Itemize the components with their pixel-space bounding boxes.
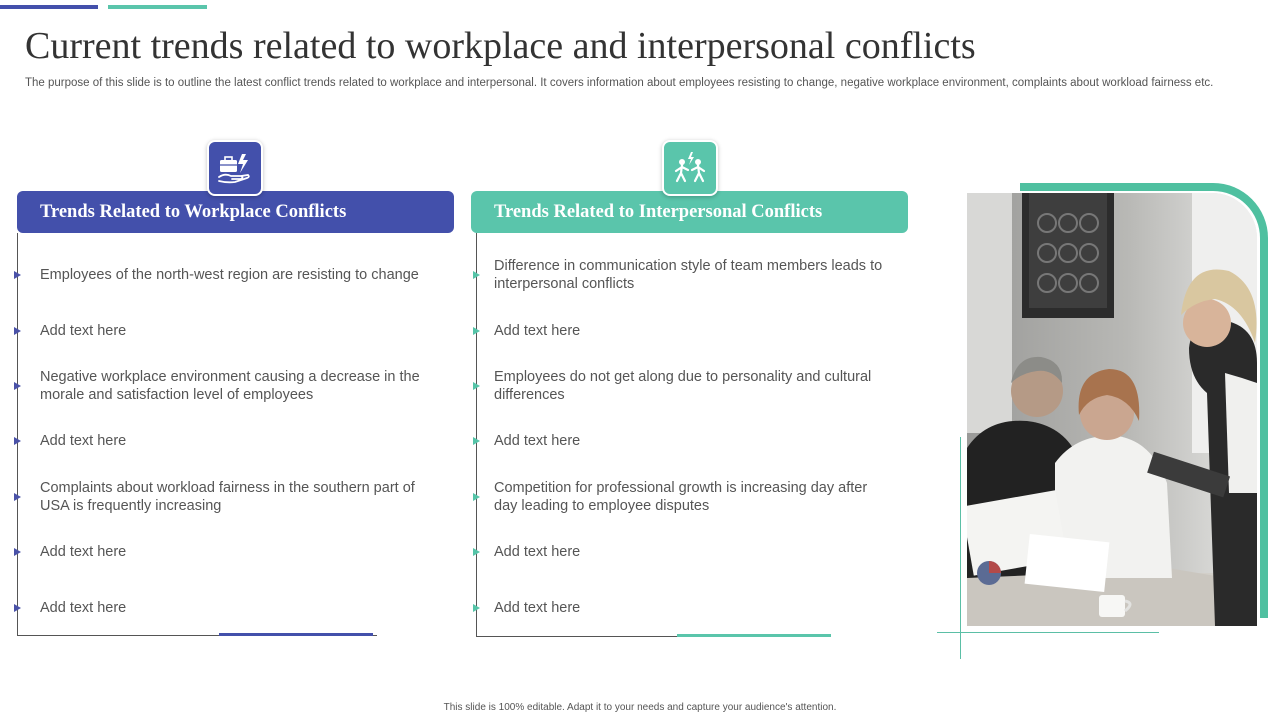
list-item-text: Add text here (40, 323, 127, 339)
list-item-text: Add text here (494, 600, 581, 616)
decorative-line-horizontal (937, 632, 1159, 633)
bullet-arrow-icon (473, 548, 480, 556)
list-item-text: Difference in communication style of team members leads to interpersonal conflicts (494, 258, 883, 292)
page-title: Current trends related to workplace and interpersonal conflicts (25, 25, 976, 67)
page-subtitle: The purpose of this slide is to outline the latest conflict trends related to workplace and interpersonal. It covers information about employees resisting to change, negative workplace environment, complaints about workload fairness etc. (25, 77, 1214, 89)
workplace-bottom-accent (219, 633, 373, 636)
interpersonal-conflicts-column (471, 140, 911, 640)
list-item-text: Competition for professional growth is increasing day after day leading to employee disputes (494, 480, 868, 514)
list-item-text: Add text here (40, 600, 127, 616)
business-meeting-photo (967, 193, 1257, 626)
list-item-text: Add text here (40, 544, 127, 560)
list-item-text: Negative workplace environment causing a decrease in the morale and satisfaction level of employees (40, 369, 420, 403)
list-item-text: Add text here (494, 433, 581, 449)
interpersonal-bottom-accent (677, 634, 831, 637)
bullet-arrow-icon (473, 437, 480, 445)
list-item-text: Complaints about workload fairness in the southern part of USA is frequently increasing (40, 480, 415, 514)
bullet-arrow-icon (14, 493, 21, 501)
bullet-arrow-icon (473, 604, 480, 612)
list-item-text: Add text here (40, 433, 127, 449)
bullet-arrow-icon (473, 271, 480, 279)
bullet-arrow-icon (14, 604, 21, 612)
workplace-conflict-icon (207, 140, 263, 196)
top-accent-bar-green (108, 5, 207, 9)
bullet-arrow-icon (14, 271, 21, 279)
interpersonal-header: Trends Related to Interpersonal Conflicts (471, 191, 908, 233)
workplace-header: Trends Related to Workplace Conflicts (17, 191, 454, 233)
decorative-line-vertical (960, 437, 961, 659)
list-item-text: Add text here (494, 323, 581, 339)
bullet-arrow-icon (14, 548, 21, 556)
bullet-arrow-icon (473, 327, 480, 335)
top-accent-bar-blue (0, 5, 98, 9)
footer-note: This slide is 100% editable. Adapt it to your needs and capture your audience's attention. (443, 702, 837, 713)
list-item-text: Add text here (494, 544, 581, 560)
workplace-conflicts-column (17, 140, 457, 640)
bullet-arrow-icon (14, 437, 21, 445)
people-conflict-icon (662, 140, 718, 196)
bullet-arrow-icon (14, 327, 21, 335)
interpersonal-timeline-line (476, 233, 477, 637)
bullet-arrow-icon (473, 382, 480, 390)
bullet-arrow-icon (473, 493, 480, 501)
list-item-text: Employees do not get along due to personality and cultural differences (494, 369, 872, 403)
list-item-text: Employees of the north-west region are resisting to change (40, 267, 419, 283)
bullet-arrow-icon (14, 382, 21, 390)
workplace-timeline-line (17, 233, 18, 636)
